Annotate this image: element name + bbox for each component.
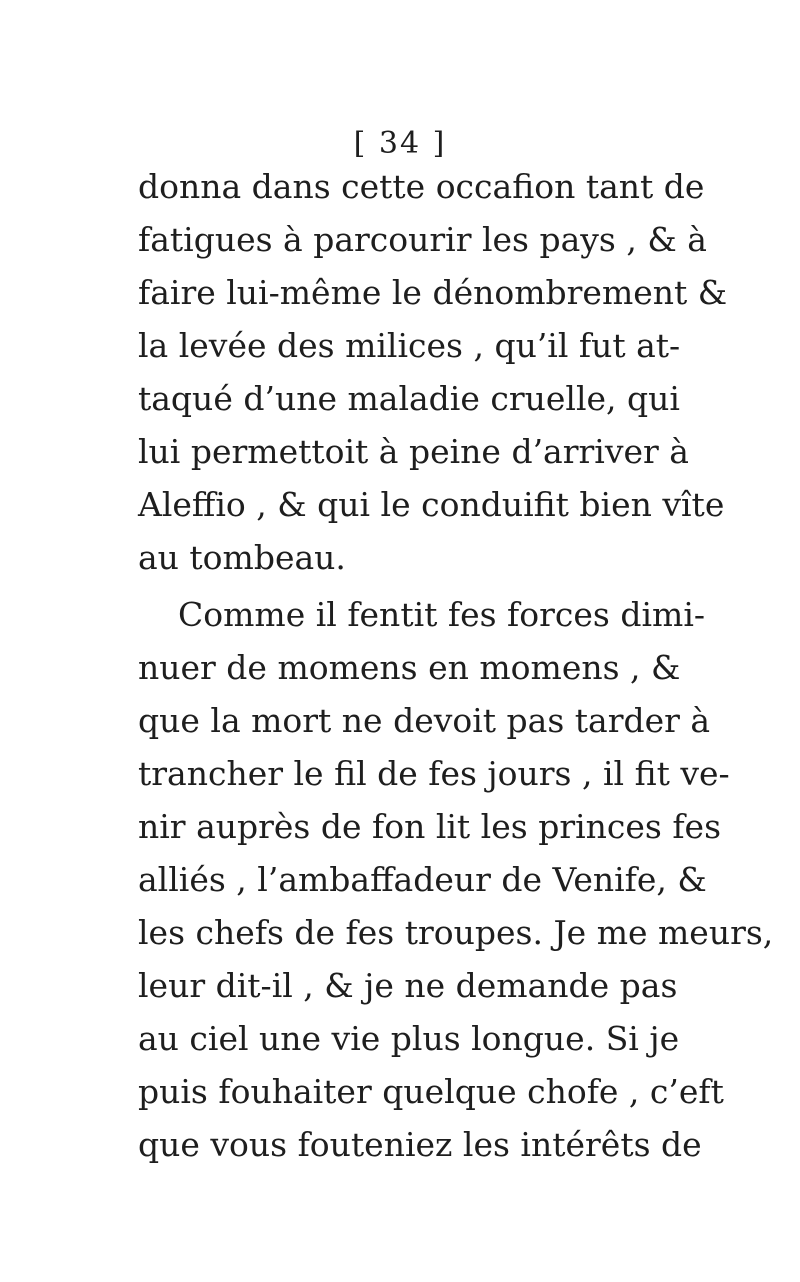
- page-number: [ 34 ]: [353, 126, 447, 161]
- paragraph-end-line: au tombeau.: [138, 538, 346, 577]
- text-line: nuer de momens en momens , &: [138, 648, 681, 687]
- text-line: nir auprès de fon lit les princes fes: [138, 807, 722, 846]
- text-line: faire lui-même le dénombrement &: [138, 273, 728, 312]
- text-line: au ciel une vie plus longue. Si je: [138, 1019, 680, 1058]
- text-line: puis fouhaiter quelque chofe , c’eft: [138, 1072, 724, 1111]
- text-line: leur dit-il , & je ne demande pas: [138, 966, 678, 1005]
- text-line: que vous fouteniez les intérêts de: [138, 1125, 702, 1164]
- text-line: lui permettoit à peine d’arriver à: [138, 432, 689, 471]
- paragraph-start-line: Comme il fentit fes forces dimi-: [178, 595, 706, 634]
- text-line: que la mort ne devoit pas tarder à: [138, 701, 711, 740]
- text-line: alliés , l’ambaffadeur de Venife, &: [138, 860, 707, 899]
- body-text: [138, 160, 774, 1171]
- text-line: donna dans cette occafion tant de: [138, 167, 705, 206]
- text-line: les chefs de fes troupes. Je me meurs,: [138, 913, 774, 952]
- text-line: fatigues à parcourir les pays , & à: [138, 220, 707, 259]
- text-line: trancher le fil de fes jours , il fit ve-: [138, 754, 730, 793]
- text-line: la levée des milices , qu’il fut at-: [138, 326, 681, 365]
- text-line: Aleffio , & qui le conduifit bien vîte: [138, 485, 725, 524]
- text-line: taqué d’une maladie cruelle, qui: [138, 379, 680, 418]
